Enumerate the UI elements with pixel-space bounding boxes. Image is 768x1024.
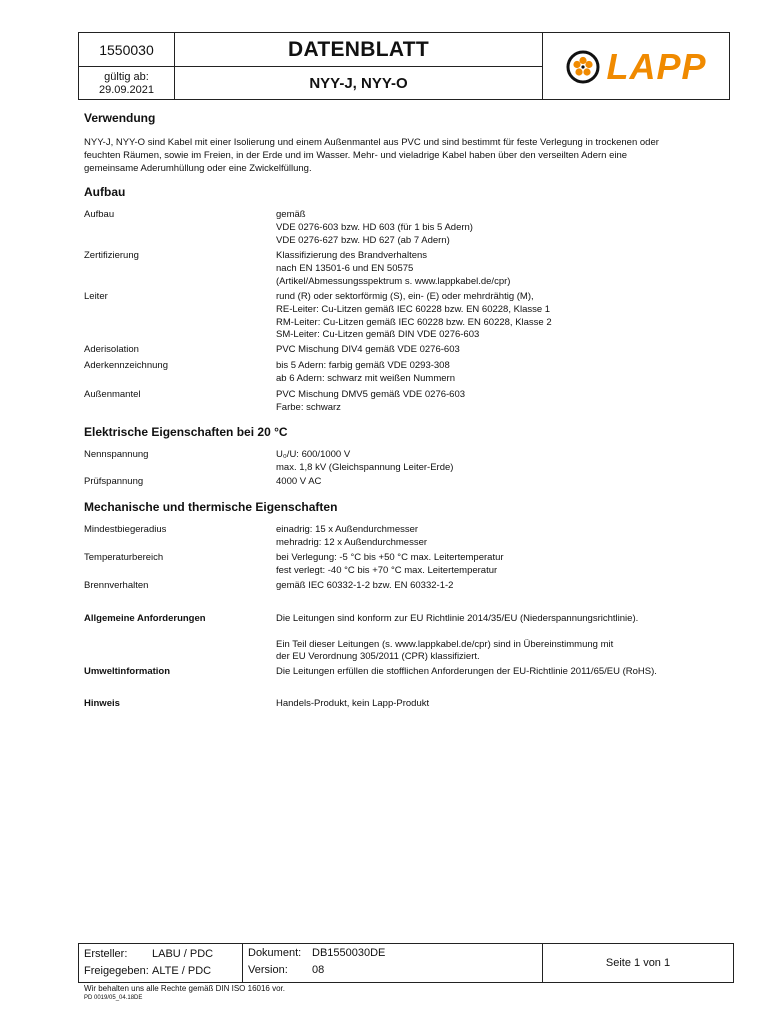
spec-value-line: der EU Verordnung 305/2011 (CPR) klassifiziert. bbox=[276, 651, 480, 663]
spec-value-line: U₀/U: 600/1000 V bbox=[276, 449, 351, 460]
spec-label: Außenmantel bbox=[84, 389, 141, 400]
section-title-verwendung: Verwendung bbox=[84, 111, 156, 125]
spec-label: Brennverhalten bbox=[84, 580, 149, 591]
spec-value bbox=[276, 613, 726, 664]
document-header bbox=[78, 32, 730, 100]
section-title-aufbau: Aufbau bbox=[84, 185, 126, 199]
spec-value-line: rund (R) oder sektorförmig (S), ein- (E) oder mehrdrähtig (M), bbox=[276, 291, 534, 302]
spec-label: Aderisolation bbox=[84, 344, 139, 355]
spec-value-line: gemäß IEC 60332-1-2 bzw. EN 60332-1-2 bbox=[276, 580, 454, 591]
spec-value bbox=[276, 250, 726, 288]
footer-version bbox=[248, 964, 325, 976]
copyright-notice: Wir behalten uns alle Rechte gemäß DIN ISO 16016 vor. bbox=[84, 984, 285, 993]
brand-logo bbox=[543, 33, 730, 100]
spec-label: Zertifizierung bbox=[84, 250, 139, 261]
spec-label: Hinweis bbox=[84, 698, 120, 709]
spec-label: Aderkennzeichnung bbox=[84, 360, 168, 371]
spec-value-line: ab 6 Adern: schwarz mit weißen Nummern bbox=[276, 372, 455, 384]
spec-value-line: Ein Teil dieser Leitungen (s. www.lappkabel.de/cpr) sind in Übereinstimmung mit bbox=[276, 638, 614, 650]
spec-label: Mindestbiegeradius bbox=[84, 524, 167, 535]
spec-value bbox=[276, 580, 726, 593]
valid-from-date: 29.09.2021 bbox=[98, 83, 155, 96]
verwendung-line: NYY-J, NYY-O sind Kabel mit einer Isolierung und einem Außenmantel aus PVC und sind bestimmt für feste Verlegung in trockenen oder bbox=[84, 137, 659, 148]
verwendung-line: gemeinsame Aderumhüllung oder eine Zwickelfüllung. bbox=[84, 163, 312, 174]
logo-text: LAPP bbox=[606, 45, 707, 87]
ersteller-label: Ersteller: bbox=[84, 948, 128, 960]
product-name: NYY-J, NYY-O bbox=[175, 67, 543, 100]
spec-value-line: gemäß bbox=[276, 209, 306, 220]
spec-value bbox=[276, 524, 726, 550]
spec-label: Allgemeine Anforderungen bbox=[84, 613, 206, 624]
spec-value-line: PVC Mischung DMV5 gemäß VDE 0276-603 bbox=[276, 389, 466, 400]
spec-value-line: Farbe: schwarz bbox=[276, 401, 341, 413]
footer-approver bbox=[84, 965, 212, 977]
spec-value-line: nach EN 13501-6 und EN 50575 bbox=[276, 262, 414, 274]
spec-value-line: VDE 0276-603 bzw. HD 603 (für 1 bis 5 Adern) bbox=[276, 221, 473, 233]
spec-label: Umweltinformation bbox=[84, 666, 171, 677]
page-number: Seite 1 von 1 bbox=[605, 957, 671, 969]
freigegeben-label: Freigegeben: bbox=[84, 965, 149, 977]
dokument-value: DB1550030DE bbox=[312, 947, 386, 959]
spec-value bbox=[276, 360, 726, 386]
spec-value bbox=[276, 552, 726, 578]
valid-from bbox=[79, 67, 175, 100]
spec-label: Aufbau bbox=[84, 209, 115, 220]
spec-value-line: SM-Leiter: Cu-Litzen gemäß DIN VDE 0276-603 bbox=[276, 329, 480, 341]
dokument-label: Dokument: bbox=[248, 947, 302, 959]
spec-value-line: Klassifizierung des Brandverhaltens bbox=[276, 250, 428, 261]
document-number: 1550030 bbox=[79, 33, 175, 67]
spec-value-line: RE-Leiter: Cu-Litzen gemäß IEC 60228 bzw. EN 60228, Klasse 1 bbox=[276, 303, 551, 315]
spec-value bbox=[276, 389, 726, 415]
footer-author-cell bbox=[79, 944, 243, 982]
document-footer bbox=[78, 943, 734, 983]
spec-value bbox=[276, 344, 726, 357]
section-title-mechanisch: Mechanische und thermische Eigenschaften bbox=[84, 500, 338, 514]
document-title: DATENBLATT bbox=[175, 33, 543, 67]
footer-author bbox=[84, 948, 214, 960]
spec-value-line bbox=[276, 626, 726, 639]
spec-label: Leiter bbox=[84, 291, 108, 302]
spec-value bbox=[276, 666, 726, 679]
spec-value-line: Handels-Produkt, kein Lapp-Produkt bbox=[276, 698, 430, 709]
spec-value-line: RM-Leiter: Cu-Litzen gemäß IEC 60228 bzw. EN 60228, Klasse 2 bbox=[276, 316, 552, 328]
version-value: 08 bbox=[312, 964, 325, 976]
section-title-elektrisch: Elektrische Eigenschaften bei 20 °C bbox=[84, 425, 288, 439]
spec-value-line: fest verlegt: -40 °C bis +70 °C max. Leitertemperatur bbox=[276, 564, 498, 576]
spec-value bbox=[276, 476, 726, 489]
spec-value-line: PVC Mischung DIV4 gemäß VDE 0276-603 bbox=[276, 344, 460, 355]
spec-value bbox=[276, 291, 726, 342]
spec-label: Nennspannung bbox=[84, 449, 149, 460]
spec-value-line: (Artikel/Abmessungsspektrum s. www.lappkabel.de/cpr) bbox=[276, 275, 511, 287]
version-label: Version: bbox=[248, 964, 288, 976]
spec-value bbox=[276, 698, 726, 711]
spec-label: Temperaturbereich bbox=[84, 552, 164, 563]
valid-from-label: gültig ab: bbox=[104, 70, 149, 83]
spec-value-line: 4000 V AC bbox=[276, 476, 322, 487]
spec-value-line: bis 5 Adern: farbig gemäß VDE 0293-308 bbox=[276, 360, 450, 371]
form-code: PD 0019/05_04.18DE bbox=[84, 995, 143, 1001]
footer-document-cell bbox=[243, 944, 543, 982]
spec-label: Prüfspannung bbox=[84, 476, 144, 487]
spec-value bbox=[276, 209, 726, 247]
spec-value-line: bei Verlegung: -5 °C bis +50 °C max. Leitertemperatur bbox=[276, 552, 504, 563]
lapp-logo-icon bbox=[566, 50, 600, 84]
spec-value-line: VDE 0276-627 bzw. HD 627 (ab 7 Adern) bbox=[276, 234, 450, 246]
spec-value-line: Die Leitungen erfüllen die stofflichen Anforderungen der EU-Richtlinie 2011/65/EU (RoHS). bbox=[276, 666, 657, 677]
spec-value bbox=[276, 449, 726, 475]
spec-value-line: mehradrig: 12 x Außendurchmesser bbox=[276, 536, 428, 548]
freigegeben-value: ALTE / PDC bbox=[152, 965, 212, 977]
spec-value-line: max. 1,8 kV (Gleichspannung Leiter-Erde) bbox=[276, 461, 454, 473]
spec-value-line: einadrig: 15 x Außendurchmesser bbox=[276, 524, 419, 535]
spec-value-line: Die Leitungen sind konform zur EU Richtlinie 2014/35/EU (Niederspannungsrichtlinie). bbox=[276, 613, 639, 624]
verwendung-line: feuchten Räumen, sowie im Freien, in der Erde und im Wasser. Mehr- und vieladrige Kabel haben über den verseilten Adern eine bbox=[84, 150, 628, 161]
ersteller-value: LABU / PDC bbox=[152, 948, 214, 960]
footer-document bbox=[248, 947, 386, 959]
verwendung-text bbox=[84, 136, 724, 175]
